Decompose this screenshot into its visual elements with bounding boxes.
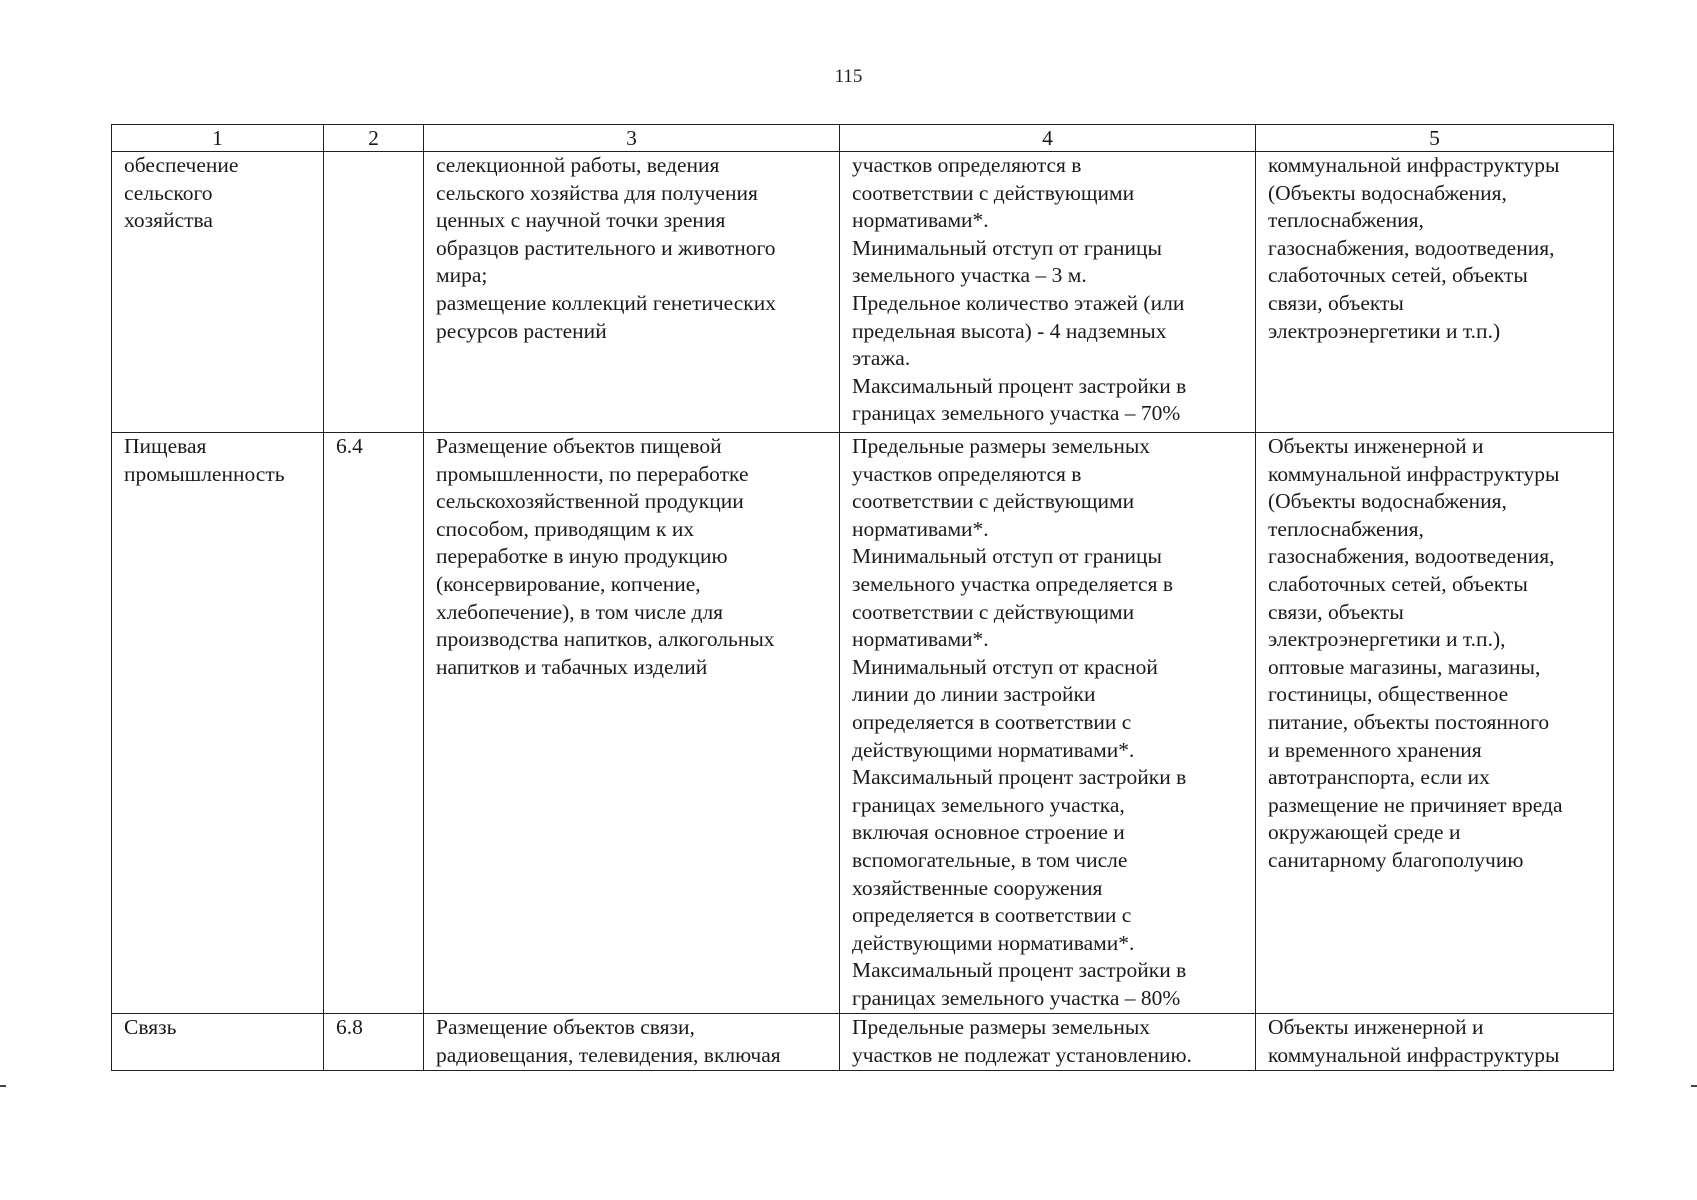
permitted-objects-cell: коммунальной инфраструктуры (Объекты водоснабжения, теплоснабжения, газоснабжения, водоотведения, слаботочных сетей, объекты связи, объекты электроэнергетики и т.п.): [1256, 152, 1614, 433]
table-row: [112, 152, 1614, 433]
land-use-name-cell: обеспечение сельского хозяйства: [112, 152, 324, 433]
table-row: [112, 433, 1614, 1014]
land-use-description-cell: селекционной работы, ведения сельского хозяйства для получения ценных с научной точки зрения образцов растительного и животного мира; размещение коллекций генетических ресурсов растений: [424, 152, 840, 433]
right-scan-edge-mark: [1691, 1085, 1697, 1087]
land-use-code-cell: 6.8: [324, 1014, 424, 1071]
column-number-header-row: [112, 125, 1614, 152]
left-scan-edge-mark: [0, 1085, 6, 1087]
table-row: [112, 1014, 1614, 1071]
permitted-objects-cell: Объекты инженерной и коммунальной инфраструктуры: [1256, 1014, 1614, 1071]
column-header-1: 1: [112, 125, 324, 152]
land-use-code-cell: 6.4: [324, 433, 424, 1014]
page-number: 115: [834, 66, 863, 87]
column-header-4: 4: [840, 125, 1256, 152]
limit-parameters-cell: Предельные размеры земельных участков не подлежат установлению.: [840, 1014, 1256, 1071]
land-use-description-cell: Размещение объектов пищевой промышленности, по переработке сельскохозяйственной продукции способом, приводящим к их переработке в иную продукцию (консервирование, копчение, хлебопечение), в том числе для производства напитков, алкогольных напитков и табачных изделий: [424, 433, 840, 1014]
land-use-code-cell: [324, 152, 424, 433]
land-use-description-cell: Размещение объектов связи, радиовещания, телевидения, включая: [424, 1014, 840, 1071]
column-header-2: 2: [324, 125, 424, 152]
column-header-5: 5: [1256, 125, 1614, 152]
zoning-regulations-table: [111, 124, 1614, 1071]
land-use-name-cell: Пищевая промышленность: [112, 433, 324, 1014]
limit-parameters-cell: Предельные размеры земельных участков определяются в соответствии с действующими нормативами*. Минимальный отступ от границы земельного участка определяется в соответствии с действующими нормативами*. Минимальный отступ от красной линии до линии застройки определяется в соответствии с действующими нормативами*. Максимальный процент застройки в границах земельного участка, включая основное строение и вспомогательные, в том числе хозяйственные сооружения определяется в соответствии с действующими нормативами*. Максимальный процент застройки в границах земельного участка – 80%: [840, 433, 1256, 1014]
land-use-name-cell: Связь: [112, 1014, 324, 1071]
column-header-3: 3: [424, 125, 840, 152]
limit-parameters-cell: участков определяются в соответствии с действующими нормативами*. Минимальный отступ от границы земельного участка – 3 м. Предельное количество этажей (или предельная высота) - 4 надземных этажа. Максимальный процент застройки в границах земельного участка – 70%: [840, 152, 1256, 433]
permitted-objects-cell: Объекты инженерной и коммунальной инфраструктуры (Объекты водоснабжения, теплоснабжения, газоснабжения, водоотведения, слаботочных сетей, объекты связи, объекты электроэнергетики и т.п.), оптовые магазины, магазины, гостиницы, общественное питание, объекты постоянного и временного хранения автотранспорта, если их размещение не причиняет вреда окружающей среде и санитарному благополучию: [1256, 433, 1614, 1014]
